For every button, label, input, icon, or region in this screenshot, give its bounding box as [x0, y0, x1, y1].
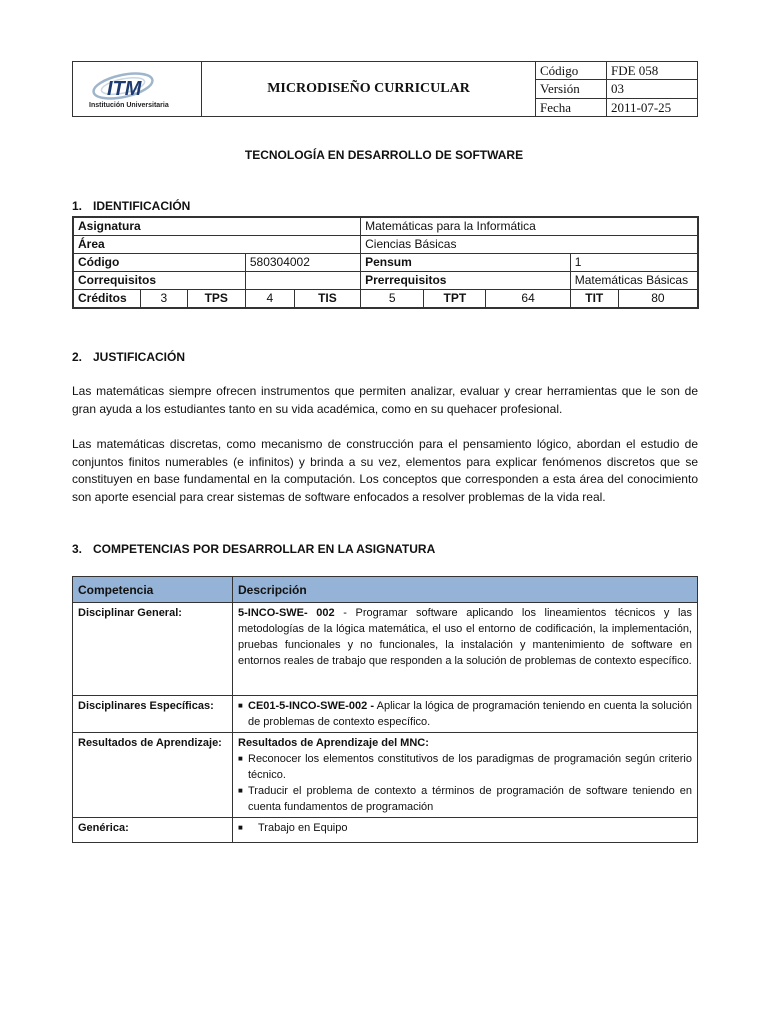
logo-cell: [73, 62, 202, 117]
table-row: [73, 236, 698, 254]
area-value: Ciencias Básicas: [361, 236, 698, 254]
document-header: [72, 61, 698, 117]
bullet-square-icon: ■: [238, 701, 243, 710]
correquisitos-label: Correquisitos: [73, 272, 245, 290]
results-title: Resultados de Aprendizaje del MNC:: [238, 737, 429, 749]
competency-label-generica: Genérica:: [73, 818, 233, 843]
table-row: [73, 696, 698, 733]
competency-code: 5-INCO-SWE- 002: [238, 607, 335, 619]
creditos-value: 3: [141, 290, 188, 309]
competency-label-resultados: Resultados de Aprendizaje:: [73, 733, 233, 818]
asignatura-value: Matemáticas para la Informática: [361, 217, 698, 236]
correquisitos-value: [245, 272, 360, 290]
area-label: Área: [73, 236, 361, 254]
table-row: [73, 818, 698, 843]
justification-paragraph-1: Las matemáticas siempre ofrecen instrumentos que permiten analizar, evaluar y crear herramientas que le son de gran ayuda a los estudiantes tanto en su vida académica, como en su quehacer profesional.: [72, 384, 698, 416]
column-header-competencia: Competencia: [73, 577, 233, 603]
tit-label: TIT: [570, 290, 618, 309]
table-row: [73, 603, 698, 696]
pensum-label: Pensum: [361, 254, 571, 272]
form-title: MICRODISEÑO CURRICULAR: [202, 62, 536, 117]
tps-value: 4: [245, 290, 294, 309]
result-item: Reconocer los elementos constitutivos de los paradigmas de programación según criterio técnico.: [248, 753, 692, 781]
logo-subtitle: Institución Universitaria: [89, 102, 169, 109]
competency-text: Aplicar la lógica de programación teniendo en cuenta la solución de problemas de contexto específico.: [248, 700, 693, 728]
competencies-table: [72, 576, 698, 843]
meta-value-version: 03: [607, 80, 698, 98]
itm-logo-icon: [91, 70, 161, 102]
table-row: [73, 290, 698, 309]
section-title: COMPETENCIAS POR DESARROLLAR EN LA ASIGNATURA: [93, 542, 436, 556]
justification-paragraph-2: Las matemáticas discretas, como mecanismo de construcción para el pensamiento lógico, abordan el estudio de conjuntos finitos numerables (e infinitos) y brinda a su vez, elementos para explicar fenómenos discretos que se constituyen en base fundamental en la computación. Los conceptos que corresponden a esta área del conocimiento son aporte esencial para crear sistemas de software enfocados a resolver problemas de la vida real.: [72, 437, 698, 504]
prerrequisitos-label: Prerrequisitos: [361, 272, 571, 290]
competency-description-resultados: [233, 733, 698, 818]
competency-label-especificas: Disciplinares Específicas:: [73, 696, 233, 733]
table-row: [73, 254, 698, 272]
section-number: 3.: [72, 542, 83, 556]
list-item: [238, 751, 692, 783]
competency-code: CE01-5-INCO-SWE-002 -: [248, 700, 375, 712]
bullet-square-icon: ■: [238, 786, 243, 795]
tit-value: 80: [618, 290, 698, 309]
tis-label: TIS: [294, 290, 360, 309]
document-title: TECNOLOGÍA EN DESARROLLO DE SOFTWARE: [244, 148, 524, 162]
pensum-value: 1: [570, 254, 698, 272]
tps-label: TPS: [187, 290, 245, 309]
section-heading-identificacion: [72, 199, 190, 213]
meta-label-version: Versión: [536, 80, 607, 98]
competency-description-especificas: [233, 696, 698, 733]
competency-description-generica: [233, 818, 698, 843]
tpt-label: TPT: [424, 290, 486, 309]
prerrequisitos-value: Matemáticas Básicas: [570, 272, 698, 290]
meta-label-fecha: Fecha: [536, 98, 607, 116]
section-title: IDENTIFICACIÓN: [93, 199, 191, 213]
competency-description-general: [233, 603, 698, 696]
table-header-row: [73, 577, 698, 603]
competency-label-general: Disciplinar General:: [73, 603, 233, 696]
column-header-descripcion: Descripción: [233, 577, 698, 603]
codigo-value: 580304002: [245, 254, 360, 272]
tis-value: 5: [361, 290, 424, 309]
table-row: [73, 217, 698, 236]
list-item: [238, 698, 692, 730]
section-title: JUSTIFICACIÓN: [93, 350, 186, 364]
generic-item: Trabajo en Equipo: [258, 822, 348, 834]
section-heading-competencias: [72, 542, 435, 556]
logo-wordmark: ITM: [107, 78, 142, 100]
asignatura-label: Asignatura: [73, 217, 361, 236]
competency-text: - Programar software aplicando los lineamientos técnicos y las metodologías de la lógica matemática, el uso el entorno de codificación, la implementación, pruebas funcionales y no funcionales, la instalación y mantenimiento de software en entornos reales de trabajo que responden a la solución de problemas de contexto específico.: [238, 607, 693, 667]
creditos-label: Créditos: [73, 290, 141, 309]
section-number: 2.: [72, 350, 83, 364]
table-row: [73, 733, 698, 818]
table-row: [73, 272, 698, 290]
meta-value-codigo: FDE 058: [607, 62, 698, 80]
bullet-square-icon: ■: [238, 823, 243, 832]
meta-value-fecha: 2011-07-25: [607, 98, 698, 116]
identification-table: [72, 216, 699, 309]
meta-label-codigo: Código: [536, 62, 607, 80]
result-item: Traducir el problema de contexto a términos de programación de software teniendo en cuenta fundamentos de programación: [248, 785, 692, 813]
codigo-label: Código: [73, 254, 245, 272]
section-number: 1.: [72, 199, 83, 213]
bullet-square-icon: ■: [238, 754, 243, 763]
tpt-value: 64: [486, 290, 570, 309]
list-item: [238, 820, 692, 836]
list-item: [238, 783, 692, 815]
section-heading-justificacion: [72, 350, 185, 364]
